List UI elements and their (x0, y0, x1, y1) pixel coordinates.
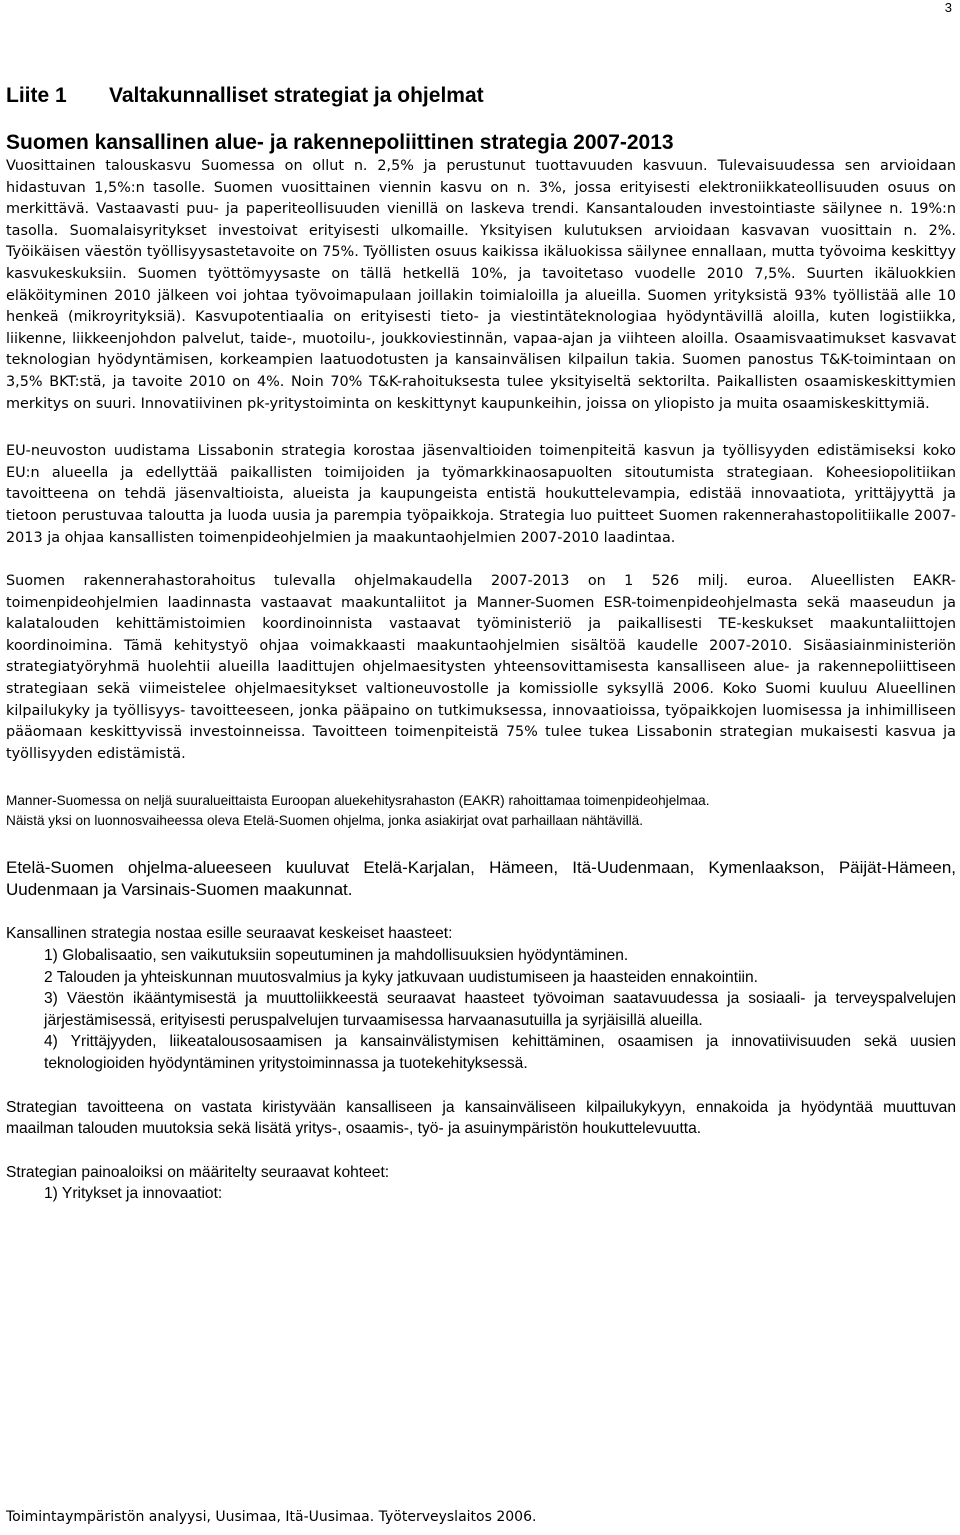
challenge-item-1: 1) Globalisaatio, sen vaikutuksiin sopeutuminen ja mahdollisuuksien hyödyntäminen. (44, 947, 629, 965)
focus-area-item-1: 1) Yritykset ja innovaatiot: (44, 1185, 223, 1203)
paragraph-economy: Vuosittainen talouskasvu Suomessa on ollut n. 2,5% ja perustunut tuottavuuden kasvuun. Tulevaisuudessa sen arvioidaan hidastuvan 1,5%:n tasolle. Suomen vuosittainen viennin kasvu on n. 3%, jossa erityisesti elektroniikkateollisuuden osuus on merkittävä. Vastaavasti puu- ja paperiteollisuuden vienillä on laskeva trendi. Kansantalouden investointiaste säilynee n. 19%:n tasolla. Suomalaisyritykset investoivat erityisesti ulkomaille. Yksityisen kulutuksen arvioidaan kasvavan vuosittain n. 2%. Työikäisen väestön työllisyysastetavoite on 75%. Työllisten osuus kaikissa ikäluokissa säilynee ennallaan, mutta työvoima keskittyy kasvukeskuksiin. Suomen työttömyysaste on tällä hetkellä 10%, ja tavoitetaso vuodelle 2010 7,5%. Suurten ikäluokkien eläköityminen 2010 jälkeen voi johtaa työvoimapulaan joillakin toimialoilla ja alueilla. Suomen yrityksistä 93% työllistää alle 10 henkeä (mikroyrityksiä). Kasvupotentiaalia on erityisesti tieto- ja viestintäteknologiaa hyödyntävillä aloilla, kuten logistiikka, liikenne, liikkeenjohdon palvelut, taide-, muotoilu-, joukkoviestinnän, vapaa-ajan ja viihteen aloilla. Osaamisvaatimukset kasvavat teknologian hyödyntämisen, korkeampien laatuodotusten ja kansainvälisen kilpailun takia. Suomen panostus T&K-toimintaan on 3,5% BKT:stä, ja tavoite 2010 on 4%. Noin 70% T&K-rahoituksesta tulee yksityiseltä sektorilta. Paikallisten osaamiskeskittymien merkitys on suuri. Innovatiivinen pk-yritystoiminta on keskittynyt kaupunkeihin, joissa on yliopisto ja muita osaamiskeskittymiä. (6, 158, 956, 412)
paragraph-strategy-goal: Strategian tavoitteena on vastata kiristyvään kansalliseen ja kansainväliseen kilpailukykyyn, ennakoida ja hyödyntää muuttuvan maailman talouden muutoksia sekä lisätä yritys-, osaamis-, työ- ja asuinympäristön houkuttelevuutta. (6, 1098, 956, 1138)
paragraph-lisbon-strategy: EU-neuvoston uudistama Lissabonin strategia korostaa jäsenvaltioiden toimenpiteitä kasvun ja työllisyyden edistämiseksi koko EU:n alueella ja edellyttää paikallisten toimijoiden ja työmarkkinaosapuolten sitoutumista strategiaan. Koheesiopolitiikan tavoitteena on tehdä jäsenvaltioista, alueista ja kaupungeista entistä houkuttelevampia, edistää innovaatiota, yrittäjyyttä ja tietoon perustuvaa taloutta ja luoda uusia ja parempia työpaikkoja. Strategia luo puitteet Suomen rakennerahastopolitiikalle 2007-2013 ja ohjaa kansallisten toimenpideohjelmien ja maakuntaohjelmien 2007-2010 laadintaa. (6, 443, 956, 546)
footer-source: Toimintaympäristön analyysi, Uusimaa, Itä-Uusimaa. Työterveyslaitos 2006. (6, 1509, 537, 1525)
eakr-line-2: Näistä yksi on luonnosvaiheessa oleva Etelä-Suomen ohjelma, jonka asiakirjat ovat parhaillaan nähtävillä. (6, 813, 644, 829)
focus-areas-section (6, 1162, 956, 1205)
challenges-intro: Kansallinen strategia nostaa esille seuraavat keskeiset haasteet: (6, 925, 453, 943)
paragraph-program-area: Etelä-Suomen ohjelma-alueeseen kuuluvat Etelä-Karjalan, Hämeen, Itä-Uudenmaan, Kymenlaakson, Päijät-Hämeen, Uudenmaan ja Varsinais-Suomen maakunnat. (6, 858, 956, 900)
focus-areas-intro: Strategian painoaloiksi on määritelty seuraavat kohteet: (6, 1163, 390, 1181)
section-heading: Suomen kansallinen alue- ja rakennepoliittinen strategia 2007-2013 (6, 131, 674, 154)
appendix-title: Valtakunnalliset strategiat ja ohjelmat (109, 84, 484, 107)
paragraph-eakr-programs (6, 791, 956, 831)
challenge-item-4: 4) Yrittäjyyden, liikeatalousosaamisen ja kansainvälistymisen kehittäminen, osaamisen ja innovatiivisuuden sekä uusien teknologioiden hyödyntäminen yritystoiminnassa ja tuotekehityksessä. (44, 1033, 956, 1072)
appendix-number: Liite 1 (6, 84, 67, 107)
paragraph-structural-funds: Suomen rakennerahastorahoitus tulevalla ohjelmakaudella 2007-2013 on 1 526 milj. euroa. Alueellisten EAKR-toimenpideohjelmien laadinnasta vastaavat maakuntaliitot ja Manner-Suomen ESR-toimenpideohjelmasta sekä maaseudun ja kalatalouden kehittämistoimien koordinoinnista vastaavat työministeriö ja paikallisesti TE-keskukset maakuntaliittojen koordinoimina. Tämä kehitystyö ohjaa voimakkaasti maakuntaohjelmien sisältöä kaudelle 2007-2010. Sisäasiainministeriön strategiatyöryhmä huolehtii alueilla laadittujen ohjelmaesitysten yhteensovittamisesta kansalliseen alue- ja rakennepoliittiseen strategiaan sekä viimeistelee ohjelmaesitykset valtioneuvostolle ja komissiolle syksyllä 2006. Koko Suomi kuuluu Alueellinen kilpailukyky ja työllisyys- tavoitteeseen, jonka pääpaino on tutkimuksessa, innovaatioissa, työpaikkojen luomisessa ja inhimilliseen pääomaan keskittyvissä investoinneissa. Tavoitteen toimenpiteistä 75% tulee tukea Lissabonin strategian mukaisesti kasvua ja työllisyyden edistämistä. (6, 573, 956, 762)
appendix-heading (6, 82, 956, 110)
challenges-section (6, 923, 956, 1074)
challenge-item-2: 2 Talouden ja yhteiskunnan muutosvalmius ja kyky jatkuvaan uudistumiseen ja haasteiden ennakointiin. (44, 968, 758, 986)
document-body (6, 82, 956, 1205)
page-number: 3 (944, 0, 952, 15)
eakr-line-1: Manner-Suomessa on neljä suuralueittaista Euroopan aluekehitysrahaston (EAKR) rahoittamaa toimenpideohjelmaa. (6, 793, 710, 809)
challenge-item-3: 3) Väestön ikääntymisestä ja muuttoliikkeestä seuraavat haasteet työvoiman saatavuudessa ja sosiaali- ja terveyspalvelujen järjestämisessä, erityisesti peruspalvelujen turvaamisessa harvaanasutuilla ja syrjäisillä alueilla. (44, 990, 956, 1029)
